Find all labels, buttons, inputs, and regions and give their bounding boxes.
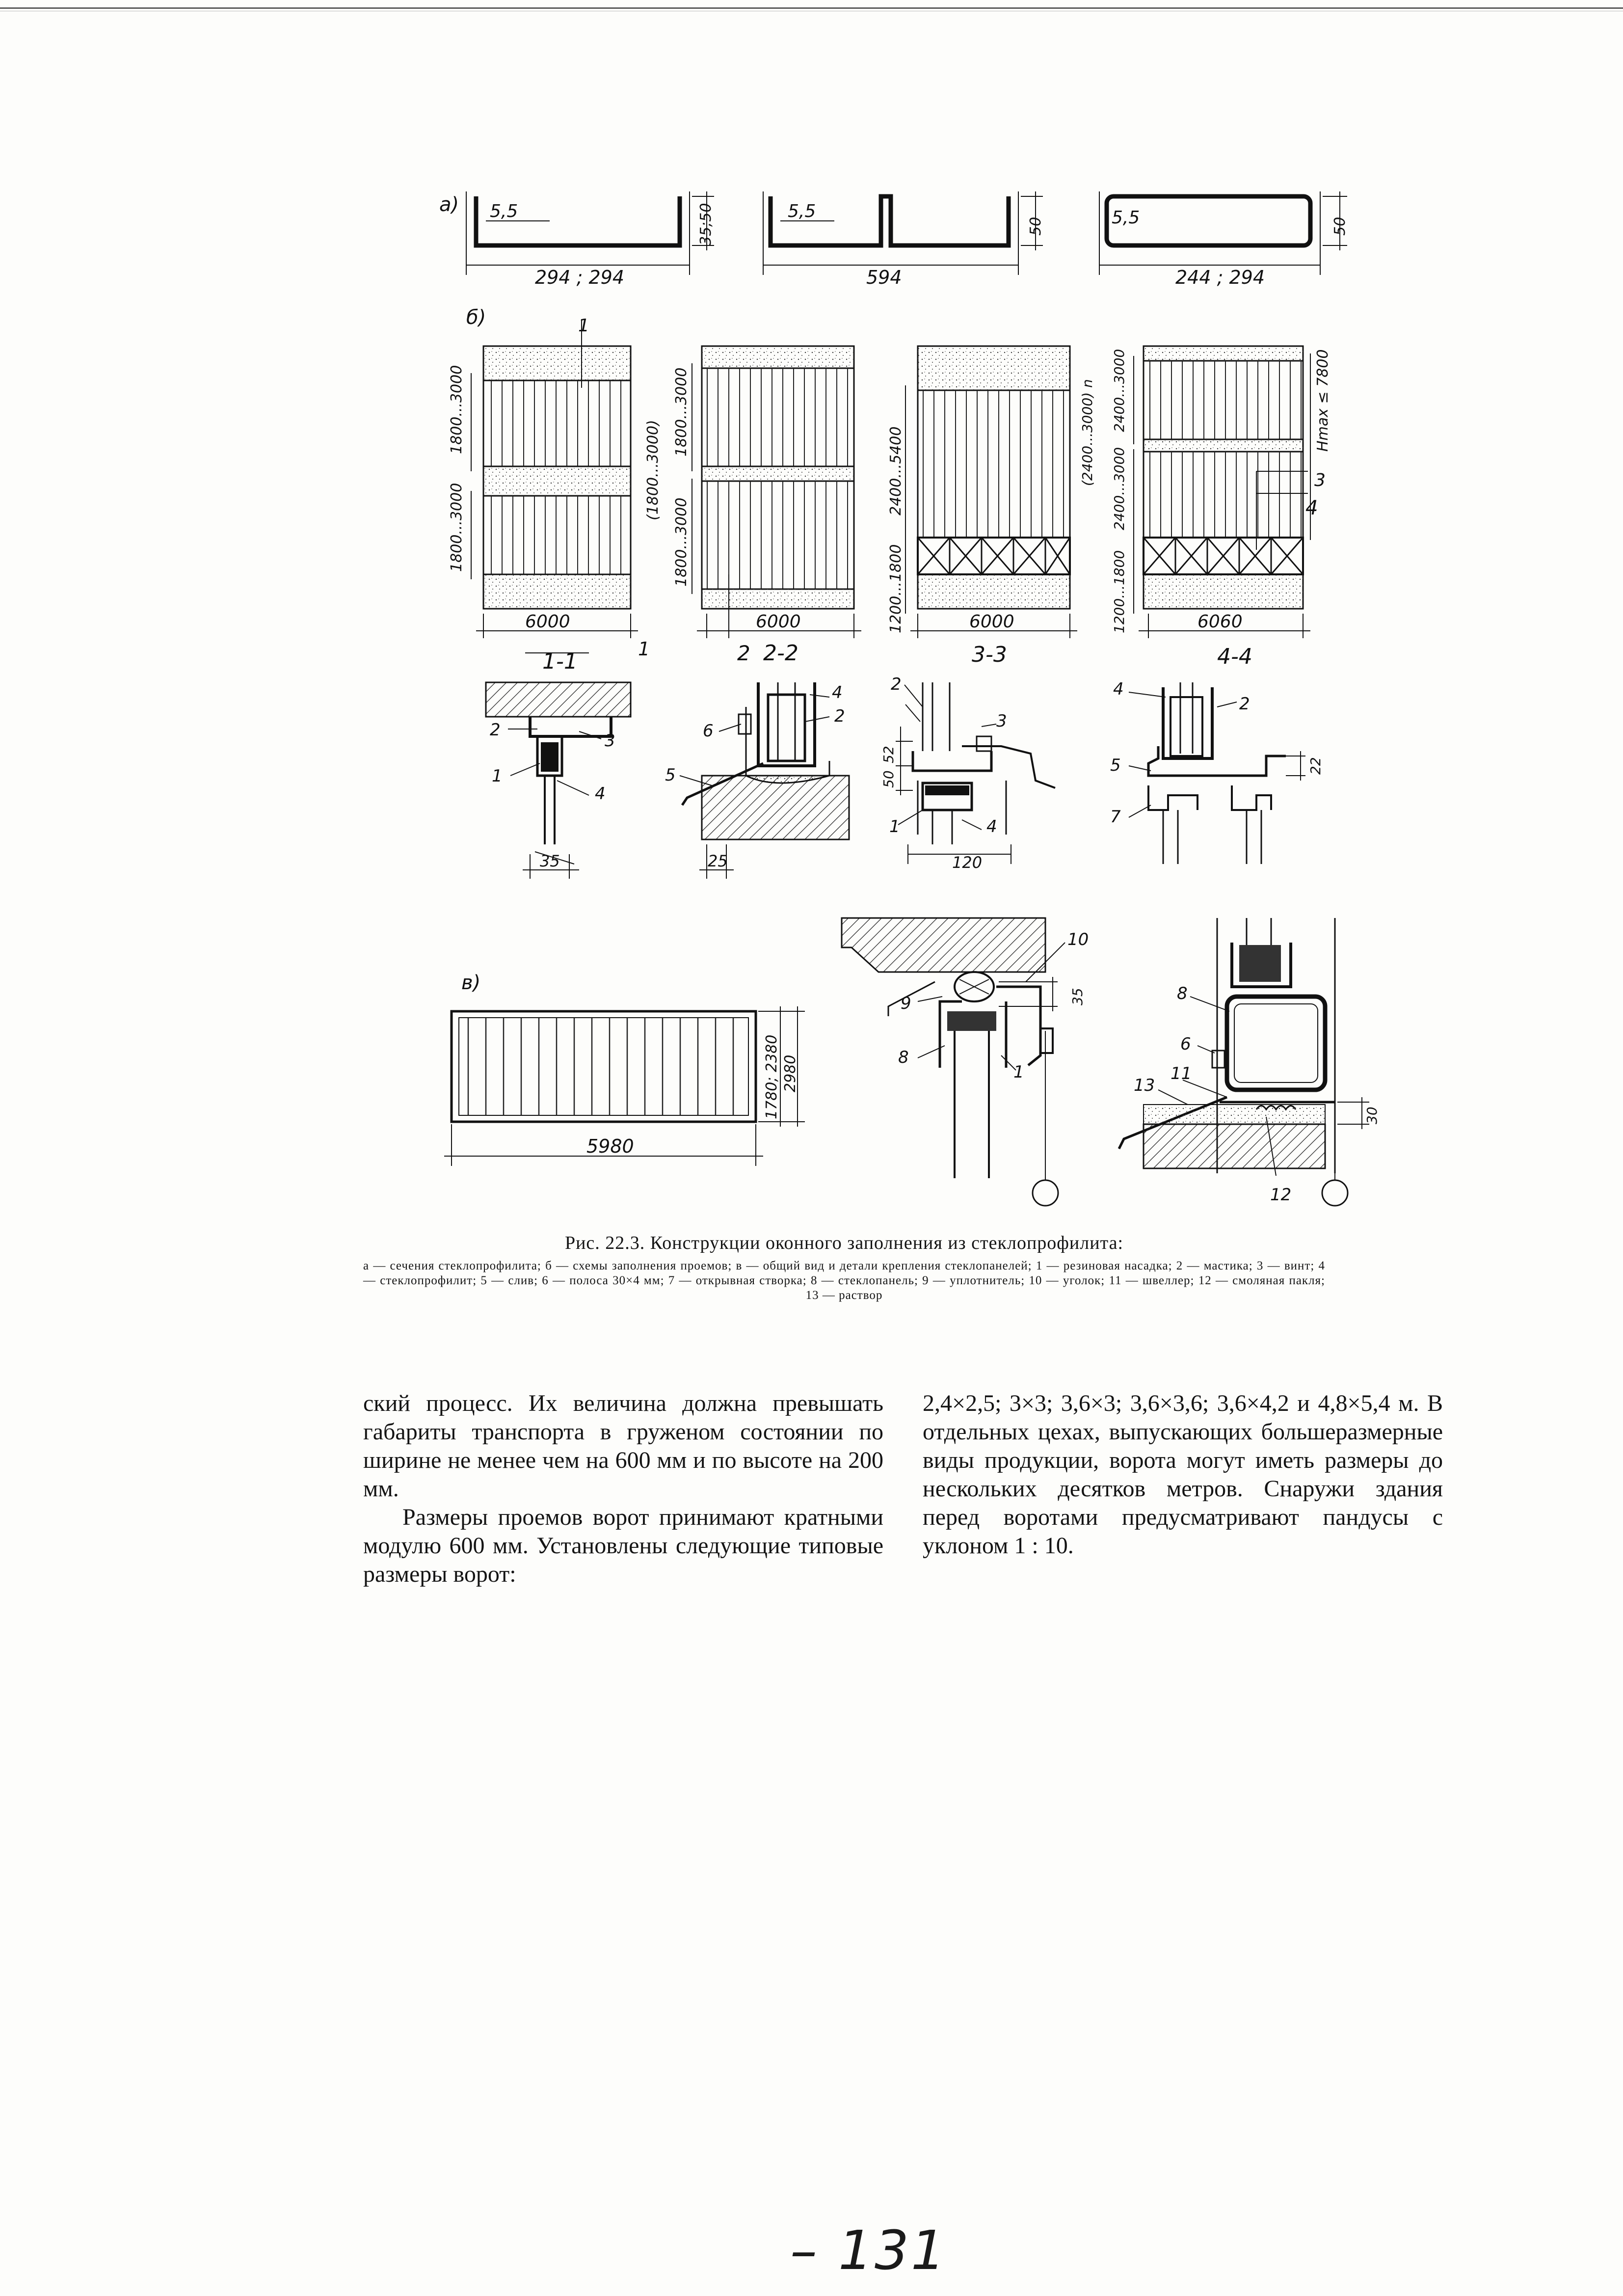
scheme-1-width: 6000 bbox=[525, 612, 570, 632]
caption-title: Рис. 22.3. Конструкции оконного заполнения из стеклопрофилита: bbox=[564, 1233, 1124, 1253]
dv1-label-8: 8 bbox=[898, 1048, 909, 1067]
d2-label-5: 5 bbox=[665, 765, 676, 785]
dv2-label-8: 8 bbox=[1177, 984, 1188, 1003]
dv1-label-1: 1 bbox=[1013, 1062, 1024, 1082]
dv2-dim: 30 bbox=[1364, 1107, 1380, 1124]
panel-label-v: в) bbox=[461, 972, 481, 994]
profile-1-thickness: 5,5 bbox=[490, 201, 518, 221]
scheme-2-dim-bottom: 1800...3000 bbox=[673, 497, 690, 587]
detail-v-1 bbox=[842, 918, 1065, 1206]
section-title-4: 4-4 bbox=[1217, 644, 1252, 669]
d3-label-4: 4 bbox=[986, 817, 997, 837]
scheme-3-dim-top: 2400...5400 bbox=[887, 426, 905, 515]
d2-label-2: 2 bbox=[834, 706, 845, 726]
d4-label-2: 2 bbox=[1239, 694, 1250, 714]
page-number: – 131 bbox=[790, 2219, 947, 2282]
profile-2-width: 594 bbox=[866, 267, 902, 288]
scheme-1-dim-top: 1800...3000 bbox=[448, 365, 465, 454]
d3-dim-120: 120 bbox=[952, 853, 983, 872]
detail-2-2 bbox=[680, 682, 849, 879]
dv1-label-9: 9 bbox=[901, 994, 911, 1013]
scheme-1 bbox=[471, 319, 638, 653]
scheme-4-dim-mid: 2400...3000 bbox=[1111, 447, 1127, 530]
detail-v-2 bbox=[1119, 918, 1369, 1206]
dv2-label-13: 13 bbox=[1134, 1076, 1155, 1095]
scheme-2-paren: (1800...3000) bbox=[644, 420, 662, 520]
profile-2-thickness: 5,5 bbox=[788, 201, 816, 221]
detail-1-1 bbox=[486, 682, 631, 879]
profile-1-height: 35;50 bbox=[697, 203, 715, 245]
panel-v-height-2: 2980 bbox=[782, 1054, 799, 1092]
d1-label-1: 1 bbox=[492, 766, 503, 786]
d3-label-3: 3 bbox=[996, 711, 1007, 731]
paragraph-left-1: ский процесс. Их величина должна превышать габариты транспорта в груженом состоянии по ширине не менее чем на 600 мм и по высоте на 200 мм. bbox=[363, 1390, 883, 1502]
section-title-3: 3-3 bbox=[972, 642, 1007, 667]
scheme-2-dim-top: 1800...3000 bbox=[673, 367, 690, 457]
d2-label-6: 6 bbox=[703, 721, 714, 741]
scheme-3 bbox=[905, 346, 1077, 638]
panel-label-b: б) bbox=[466, 306, 486, 329]
scheme-4-callout-4: 4 bbox=[1305, 497, 1318, 519]
detail-3-3 bbox=[896, 682, 1055, 864]
d2-label-4: 4 bbox=[832, 683, 843, 702]
d4-dim: 22 bbox=[1307, 757, 1324, 775]
scheme-3-dim-bottom: 1200...1800 bbox=[887, 544, 905, 633]
dv2-label-12: 12 bbox=[1270, 1185, 1292, 1205]
section-title-2: 2-2 bbox=[763, 641, 798, 666]
d1-label-4: 4 bbox=[595, 784, 606, 804]
dv2-label-11: 11 bbox=[1171, 1064, 1192, 1083]
scheme-4-paren: (2400...3000) n bbox=[1079, 379, 1095, 486]
scheme-4-dim-bottom: 1200...1800 bbox=[1111, 550, 1127, 633]
scheme-1-dim-bottom: 1800...3000 bbox=[448, 483, 465, 572]
d3-dim-52: 52 bbox=[880, 746, 897, 763]
dv1-label-10: 10 bbox=[1067, 930, 1089, 949]
profile-box bbox=[1099, 191, 1347, 275]
section-title-1: 1-1 bbox=[542, 649, 578, 674]
d4-label-5: 5 bbox=[1110, 756, 1121, 775]
d1-label-3: 3 bbox=[605, 731, 615, 751]
scheme-1-callout: 1 bbox=[578, 316, 589, 336]
d1-dim: 35 bbox=[540, 852, 560, 870]
d3-label-2: 2 bbox=[891, 675, 902, 694]
scheme-2-width: 6000 bbox=[756, 612, 801, 632]
dv1-dim: 35 bbox=[1069, 988, 1086, 1005]
profile-3-width: 244 ; 294 bbox=[1175, 267, 1265, 288]
d2-dim: 25 bbox=[708, 852, 728, 870]
scheme-3-width: 6000 bbox=[969, 612, 1014, 632]
paragraph-left-2: Размеры проемов ворот принимают кратными модулю 600 мм. Установлены следующие типовые размеры ворот: bbox=[363, 1504, 883, 1587]
scheme-4 bbox=[1134, 346, 1310, 638]
d3-dim-50: 50 bbox=[880, 770, 897, 788]
panel-v-width: 5980 bbox=[586, 1135, 634, 1157]
panel-label-a: а) bbox=[439, 193, 459, 216]
detail-4-4 bbox=[1129, 682, 1305, 864]
dv2-label-6: 6 bbox=[1180, 1034, 1191, 1054]
text-column-left bbox=[363, 1389, 883, 1589]
scheme-4-dim-top: 2400...3000 bbox=[1111, 349, 1127, 432]
scheme-4-width: 6060 bbox=[1197, 612, 1243, 632]
caption-legend: а — сечения стеклопрофилита; б — схемы заполнения проемов; в — общий вид и детали крепления стеклопанелей; 1 — резиновая насадка; 2 — мастика; 3 — винт; 4 — стеклопрофилит; 5 — слив; 6 — полоса 30×4 мм; 7 — открывная створка; 8 — стеклопанель; 9 — уплотнитель; 10 — уголок; 11 — швеллер; 12 — смоляная пакля; 13 — раствор bbox=[363, 1259, 1325, 1302]
scheme-4-hmax: Hmax ≤ 7800 bbox=[1314, 349, 1331, 452]
d4-label-4: 4 bbox=[1113, 679, 1124, 699]
d1-label-2: 2 bbox=[490, 720, 501, 740]
figure-caption bbox=[363, 1232, 1325, 1303]
d3-label-1: 1 bbox=[889, 817, 900, 837]
profile-3-height: 50 bbox=[1331, 216, 1349, 236]
profile-3-thickness: 5,5 bbox=[1112, 208, 1140, 228]
section-marker-2: 2 bbox=[737, 641, 750, 665]
paragraph-right-1: 2,4×2,5; 3×3; 3,6×3; 3,6×3,6; 3,6×4,2 и 4,8×5,4 м. В отдельных цехах, выпускающих большеразмерные виды продукции, ворота могут иметь размеры до нескольких десятков метров. Снаружи здания перед воротами предусматривают пандусы с уклоном 1 : 10. bbox=[923, 1390, 1443, 1559]
scheme-4-callout-3: 3 bbox=[1314, 470, 1326, 490]
d4-label-7: 7 bbox=[1110, 807, 1121, 827]
profile-1-width: 294 ; 294 bbox=[535, 267, 625, 288]
section-marker-1: 1 bbox=[638, 638, 650, 660]
text-column-right bbox=[923, 1389, 1443, 1560]
scheme-2 bbox=[692, 346, 861, 638]
panel-v-height-1: 1780; 2380 bbox=[763, 1034, 780, 1119]
profile-2-height: 50 bbox=[1027, 216, 1044, 236]
